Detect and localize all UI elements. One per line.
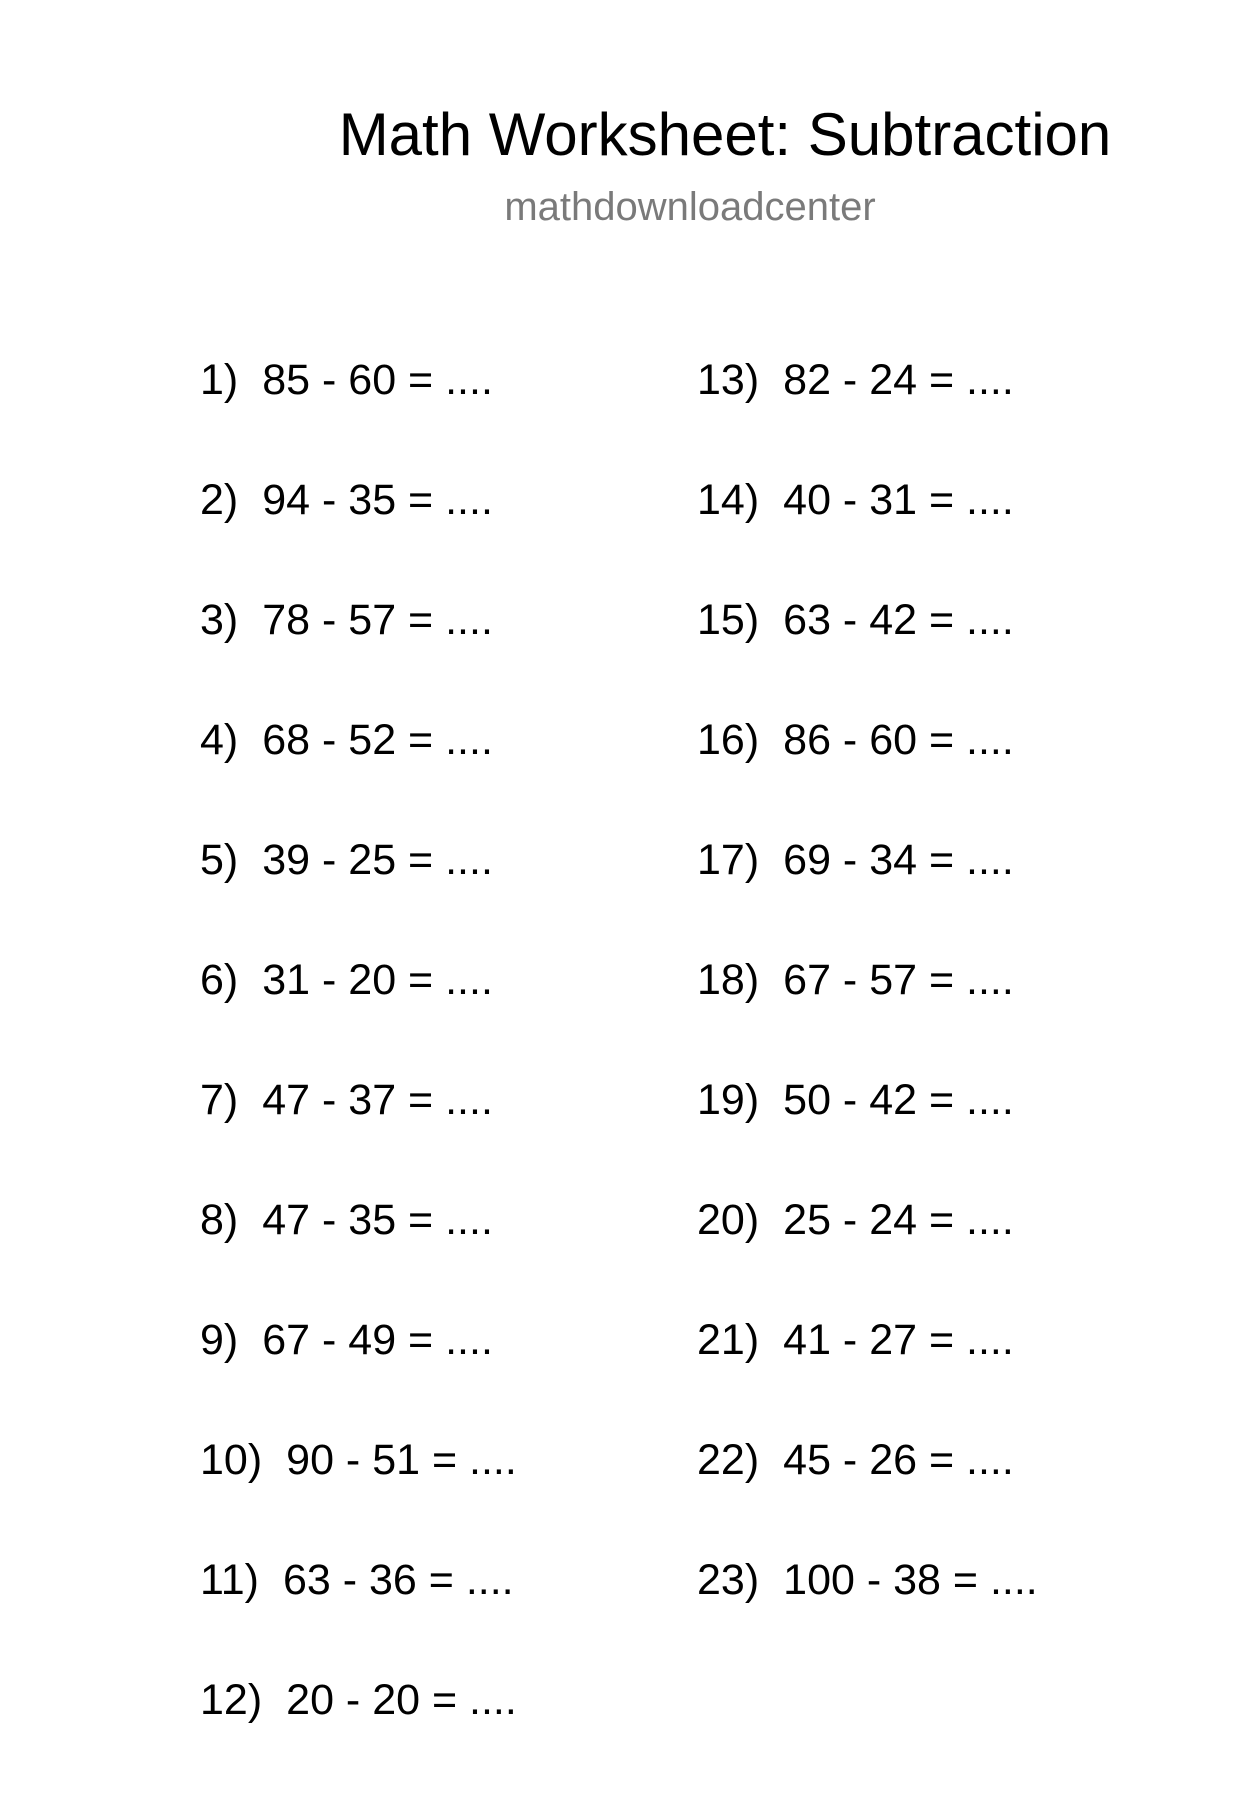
problem-number: 12) [200,1676,263,1724]
problem-number: 1) [200,356,239,404]
problem-item [200,1195,517,1315]
problem-number: 23) [697,1556,760,1604]
problem-expression: 39 - 25 = .... [262,836,493,884]
problem-item [697,1195,1038,1315]
problem-item [697,1315,1038,1435]
problem-item [697,1555,1038,1675]
worksheet-title: Math Worksheet: Subtraction [338,101,1112,168]
problem-expression: 67 - 57 = .... [783,956,1014,1004]
problem-number: 6) [200,956,239,1004]
problem-number: 2) [200,476,239,524]
problem-expression: 63 - 36 = .... [282,1556,514,1604]
problem-expression: 90 - 51 = .... [286,1436,517,1484]
problem-expression: 20 - 20 = .... [286,1676,517,1724]
problem-item [200,955,517,1075]
problem-item [697,955,1038,1075]
problem-number: 15) [697,596,760,644]
problem-number: 3) [200,596,239,644]
problem-expression: 40 - 31 = .... [783,476,1014,524]
problem-item [200,835,517,955]
problem-number: 9) [200,1316,239,1364]
problem-item [697,835,1038,955]
problem-number: 18) [697,956,760,1004]
problem-expression: 67 - 49 = .... [262,1316,493,1364]
problem-number: 4) [200,716,239,764]
problem-item [200,1555,517,1675]
problem-item [200,475,517,595]
problem-expression: 82 - 24 = .... [783,356,1014,404]
problem-item [200,1675,517,1795]
problem-item [200,595,517,715]
problem-expression: 69 - 34 = .... [783,836,1014,884]
problem-expression: 68 - 52 = .... [262,716,493,764]
problem-item [697,1435,1038,1555]
problem-item [697,475,1038,595]
problem-number: 17) [697,836,760,884]
problem-expression: 41 - 27 = .... [783,1316,1014,1364]
problem-expression: 78 - 57 = .... [262,596,493,644]
problem-number: 16) [697,716,760,764]
problem-expression: 50 - 42 = .... [783,1076,1014,1124]
problem-expression: 47 - 35 = .... [262,1196,493,1244]
worksheet-source: mathdownloadcenter [504,185,876,229]
left-problem-column [200,355,517,1795]
problem-item [200,355,517,475]
problem-item [200,715,517,835]
problem-number: 11) [200,1556,259,1604]
problem-number: 20) [697,1196,760,1244]
right-problem-column [697,355,1038,1675]
problem-expression: 100 - 38 = .... [783,1556,1038,1604]
problem-expression: 47 - 37 = .... [262,1076,493,1124]
problem-number: 8) [200,1196,239,1244]
problem-item [200,1435,517,1555]
problem-item [697,595,1038,715]
problem-number: 5) [200,836,239,884]
problem-number: 13) [697,356,760,404]
problem-number: 7) [200,1076,239,1124]
problem-item [697,715,1038,835]
problem-expression: 94 - 35 = .... [262,476,493,524]
problem-expression: 85 - 60 = .... [262,356,493,404]
problem-expression: 86 - 60 = .... [783,716,1014,764]
problem-item [697,1075,1038,1195]
problem-number: 22) [697,1436,760,1484]
problem-item [200,1075,517,1195]
problem-expression: 25 - 24 = .... [783,1196,1014,1244]
problem-item [697,355,1038,475]
problem-number: 19) [697,1076,760,1124]
problem-number: 21) [697,1316,760,1364]
problem-expression: 63 - 42 = .... [783,596,1014,644]
problem-expression: 45 - 26 = .... [783,1436,1014,1484]
problem-item [200,1315,517,1435]
problem-number: 10) [200,1436,263,1484]
problem-number: 14) [697,476,760,524]
problem-expression: 31 - 20 = .... [262,956,493,1004]
